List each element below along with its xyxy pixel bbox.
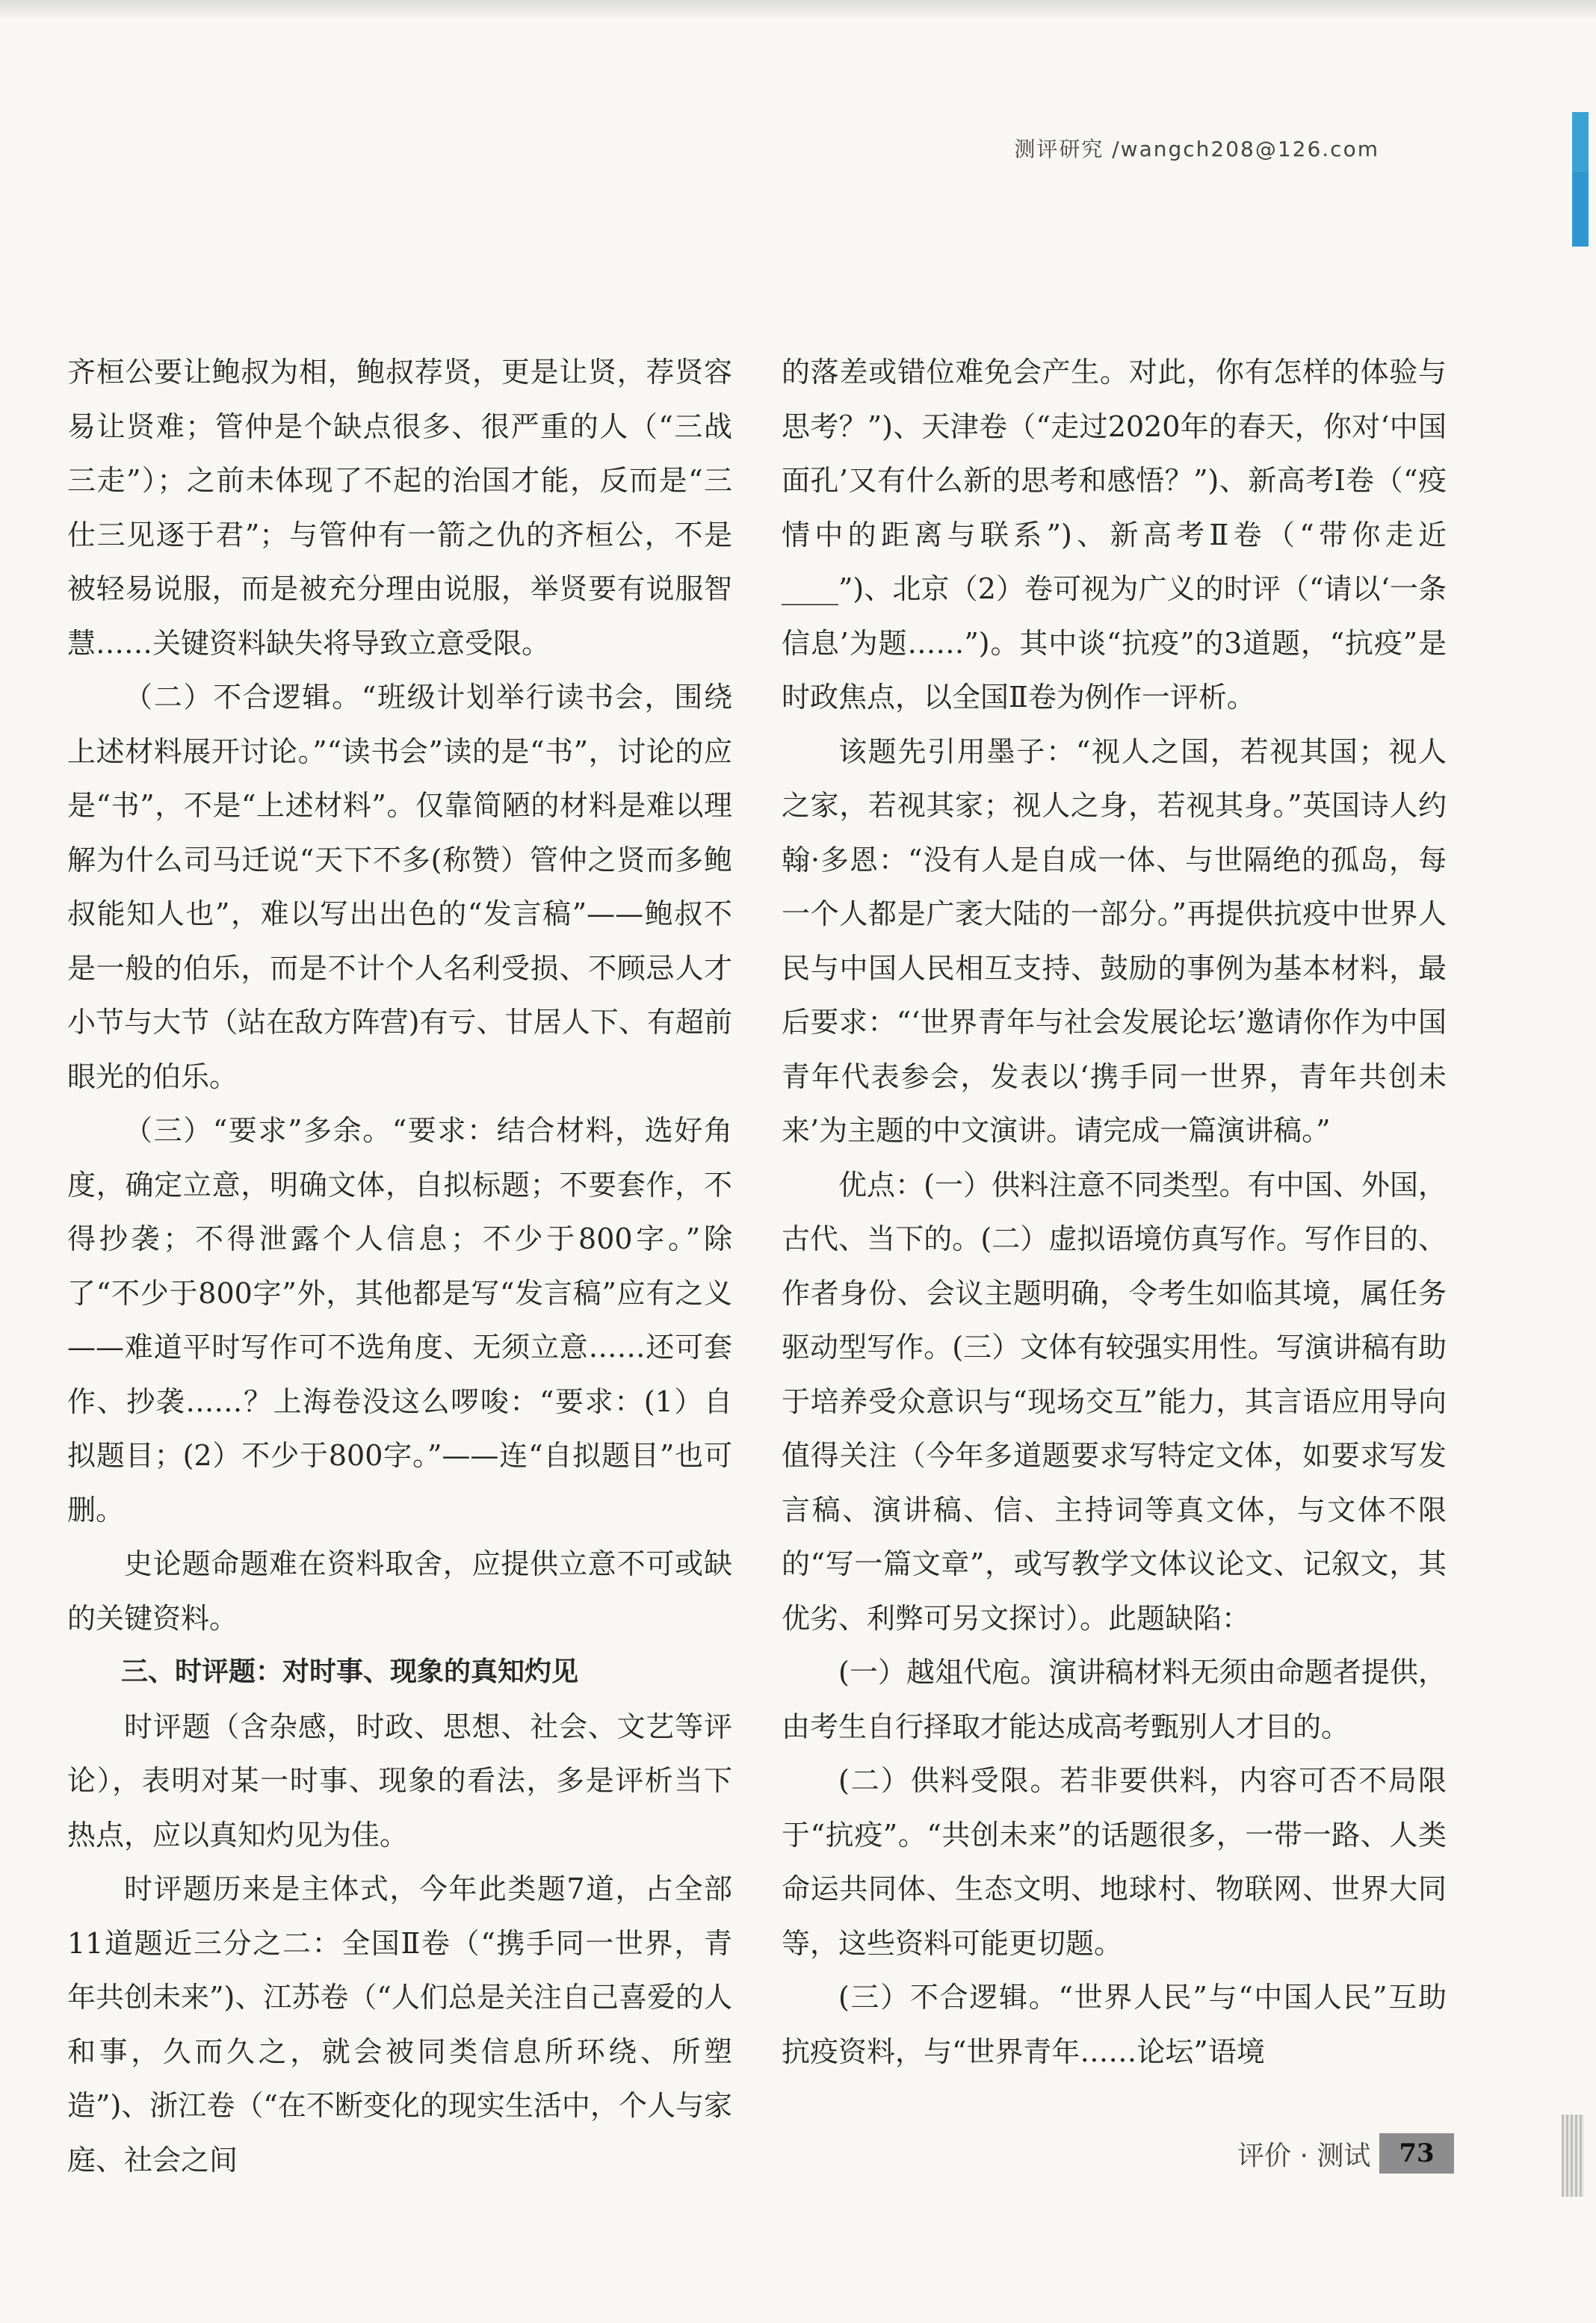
section-label: 评价 · 测试	[1237, 2140, 1371, 2171]
left-column	[67, 345, 732, 2187]
page-edge-stripes	[1562, 2115, 1584, 2197]
paragraph: 的落差或错位难免会产生。对此，你有怎样的体验与思考？”)、天津卷（“走过2020年的春天，你对‘中国面孔’又有什么新的思考和感悟？”)、新高考Ⅰ卷（“疫情中的距离与联系”)、新高考Ⅱ卷（“带你走近____”)、北京（2）卷可视为广义的时评（“请以‘一条信息’为题……”)。其中谈“抗疫”的3道题，“抗疫”是时政焦点，以全国Ⅱ卷为例作一评析。	[782, 356, 1447, 714]
paragraph: 优点：(一）供料注意不同类型。有中国、外国，古代、当下的。(二）虚拟语境仿真写作。写作目的、作者身份、会议主题明确，令考生如临其境，属任务驱动型写作。(三）文体有较强实用性。写演讲稿有助于培养受众意识与“现场交互”能力，其言语应用导向值得关注（今年多道题要求写特定文体，如要求写发言稿、演讲稿、信、主持词等真文体，与文体不限的“写一篇文章”，或写教学文体议论文、记叙文，其优劣、利弊可另文探讨）。此题缺陷：	[782, 1168, 1447, 1635]
section-heading: 三、时评题：对时事、现象的真知灼见	[121, 1657, 579, 1687]
paragraph: 史论题命题难在资料取舍，应提供立意不可或缺的关键资料。	[67, 1547, 732, 1635]
right-column	[782, 345, 1447, 2079]
edge-color-tab	[1572, 172, 1589, 247]
paragraph: (三）不合逻辑。“世界人民”与“中国人民”互助抗疫资料，与“世界青年……论坛”语境	[782, 1981, 1447, 2068]
page-footer	[1237, 2131, 1454, 2176]
paragraph: (一）越俎代庖。演讲稿材料无须由命题者提供，由考生自行择取才能达成高考甄别人才目的。	[782, 1656, 1447, 1743]
paragraph: 该题先引用墨子：“视人之国，若视其国；视人之家，若视其家；视人之身，若视其身。”英国诗人约翰·多恩：“没有人是自成一体、与世隔绝的孤岛，每一个人都是广袤大陆的一部分。”再提供抗疫中世界人民与中国人民相互支持、鼓励的事例为基本材料，最后要求：“‘世界青年与社会发展论坛’邀请你作为中国青年代表参会，发表以‘携手同一世界，青年共创未来’为主题的中文演讲。请完成一篇演讲稿。”	[782, 734, 1447, 1147]
paragraph: 时评题历来是主体式，今年此类题7道，占全部11道题近三分之二：全国Ⅱ卷（“携手同一世界，青年共创未来”)、江苏卷（“人们总是关注自己喜爱的人和事，久而久之，就会被同类信息所环绕、所塑造”)、浙江卷（“在不断变化的现实生活中，个人与家庭、社会之间	[67, 1872, 732, 2177]
paragraph: （二）不合逻辑。“班级计划举行读书会，围绕上述材料展开讨论。”“读书会”读的是“书”，讨论的应是“书”，不是“上述材料”。仅靠简陋的材料是难以理解为什么司马迁说“天下不多(称赞）管仲之贤而多鲍叔能知人也”，难以写出出色的“发言稿”——鲍叔不是一般的伯乐，而是不计个人名利受损、不顾忌人才小节与大节（站在敌方阵营)有亏、甘居人下、有超前眼光的伯乐。	[67, 681, 732, 1093]
paragraph: （三）“要求”多余。“要求：结合材料，选好角度，确定立意，明确文体，自拟标题；不要套作，不得抄袭；不得泄露个人信息；不少于800字。”除了“不少于800字”外，其他都是写“发言稿”应有之义——难道平时写作可不选角度、无须立意……还可套作、抄袭……？上海卷没这么啰唆：“要求：(1）自拟题目；(2）不少于800字。”——连“自拟题目”也可删。	[67, 1114, 732, 1527]
paragraph: (二）供料受限。若非要供料，内容可否不局限于“抗疫”。“共创未来”的话题很多，一带一路、人类命运共同体、生态文明、地球村、物联网、世界大同等，这些资料可能更切题。	[782, 1764, 1447, 1960]
page-number: 73	[1379, 2133, 1453, 2174]
scan-shadow	[0, 0, 1596, 19]
running-head: 测评研究 /wangch208@126.com	[1014, 137, 1379, 161]
paragraph: 时评题（含杂感，时政、思想、社会、文艺等评论），表明对某一时事、现象的看法，多是评析当下热点，应以真知灼见为佳。	[67, 1710, 732, 1852]
paragraph: 齐桓公要让鲍叔为相，鲍叔荐贤，更是让贤，荐贤容易让贤难；管仲是个缺点很多、很严重的人（“三战三走”）；之前未体现了不起的治国才能，反而是“三仕三见逐于君”；与管仲有一箭之仇的齐桓公，不是被轻易说服，而是被充分理由说服，举贤要有说服智慧……关键资料缺失将导致立意受限。	[67, 356, 732, 660]
